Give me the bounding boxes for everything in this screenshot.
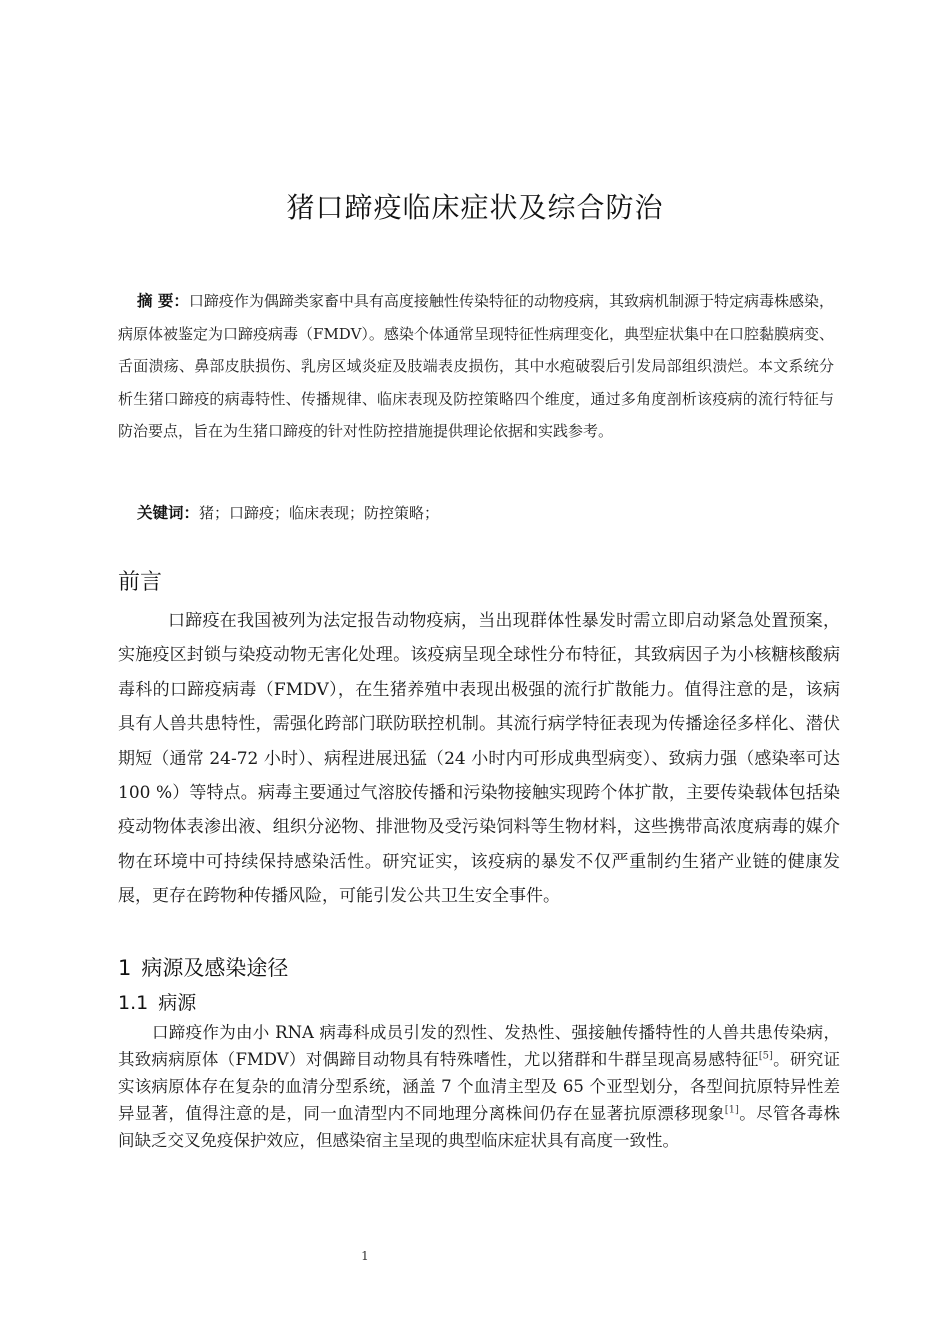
keywords-label: 关键词： [137, 504, 200, 522]
abstract-paragraph [118, 285, 834, 448]
citation-ref-1[interactable]: [1] [724, 1104, 739, 1116]
section-1-1-text-c: 。尽管各毒株间缺乏交叉免疫保护效应，但感染宿主呈现的典型临床症状具有高度一致性。 [118, 1104, 841, 1150]
section-1-1-title: 病源 [158, 992, 197, 1014]
intro-heading: 前言 [118, 570, 163, 595]
section-1-heading [118, 952, 288, 984]
citation-ref-5[interactable]: [5] [758, 1050, 773, 1062]
section-1-1-text-a: 口蹄疫作为由小 RNA 病毒科成员引发的烈性、发热性、强接触传播特性的人兽共患传染病，其致病病原体（FMDV）对偶蹄目动物具有特殊嗜性，尤以猪群和牛群呈现高易感特征 [118, 1023, 840, 1069]
paper-title: 猪口蹄疫临床症状及综合防治 [286, 191, 664, 224]
section-1-1-number: 1.1 [118, 992, 149, 1014]
abstract-text: 口蹄疫作为偶蹄类家畜中具有高度接触性传染特征的动物疫病，其致病机制源于特定病毒株感染，病原体被鉴定为口蹄疫病毒（FMDV）。感染个体通常呈现特征性病理变化，典型症状集中在口腔黏膜病变、舌面溃疡、鼻部皮肤损伤、乳房区域炎症及肢端表皮损伤，其中水疱破裂后引发局部组织溃烂。本文系统分析生猪口蹄疫的病毒特性、传播规律、临床表现及防控策略四个维度，通过多角度剖析该疫病的流行特征与防治要点，旨在为生猪口蹄疫的针对性防控措施提供理论依据和实践参考。 [118, 292, 834, 440]
section-1-1-text-b: 。研究证实该病原体存在复杂的血清分型系统，涵盖 7 个血清主型及 65 个亚型划分，各型间抗原特异性差异显著，值得注意的是，同一血清型内不同地理分离株间仍存在显著抗原漂移现象 [118, 1050, 841, 1123]
section-1-1-heading [118, 988, 196, 1018]
keywords-text: 猪；口蹄疫；临床表现；防控策略； [199, 504, 440, 522]
section-1-number: 1 [118, 956, 132, 980]
section-1-1-paragraph [118, 1019, 840, 1154]
page-number: 1 [361, 1249, 369, 1263]
intro-paragraph: 口蹄疫在我国被列为法定报告动物疫病，当出现群体性暴发时需立即启动紧急处置预案，实施疫区封锁与染疫动物无害化处理。该疫病呈现全球性分布特征，其致病因子为小核糖核酸病毒科的口蹄疫病毒（FMDV），在生猪养殖中表现出极强的流行扩散能力。值得注意的是，该病具有人兽共患特性，需强化跨部门联防联控机制。其流行病学特征表现为传播途径多样化、潜伏期短（通常 24-72 小时）、病程进展迅猛（24 小时内可形成典型病变）、致病力强（感染率可达 100 %）等特点。病毒主要通过气溶胶传播和污染物接触实现跨个体扩散，主要传染载体包括染疫动物体表渗出液、组织分泌物、排泄物及受污染饲料等生物材料，这些携带高浓度病毒的媒介物在环境中可持续保持感染活性。研究证实，该疫病的暴发不仅严重制约生猪产业链的健康发展，更存在跨物种传播风险，可能引发公共卫生安全事件。 [118, 611, 840, 907]
keywords-line [137, 498, 837, 528]
section-1-title: 病源及感染途径 [141, 956, 289, 980]
abstract-label: 摘 要： [137, 292, 189, 310]
